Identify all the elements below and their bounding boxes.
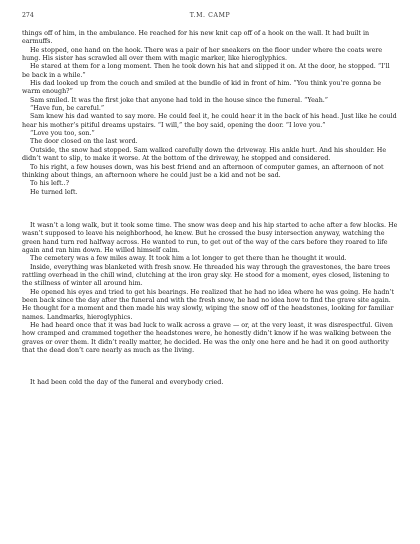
- section-break: [22, 197, 398, 222]
- paragraph: It wasn’t a long walk, but it took some time. The snow was deep and his hip started to ache after a few blocks. He wasn’t supposed to leave his neighborhood, he knew. But he crossed the busy intersection anyway, watching the green hand turn red halfway across. He wanted to run, to get out of the way of the cars before they roared to life again and ran him down. He willed himself calm.: [22, 221, 398, 254]
- paragraph: Sam smiled. It was the first joke that anyone had told in the house since the funeral. “Yeah.”: [30, 96, 329, 104]
- section-break: [22, 355, 398, 379]
- running-head: T.M. CAMP: [189, 12, 231, 19]
- page-header: [22, 12, 398, 24]
- page-body: [22, 30, 398, 388]
- paragraph: He turned left.: [30, 188, 78, 196]
- section-2: [22, 222, 398, 356]
- paragraph: The door closed on the last word.: [30, 138, 138, 146]
- paragraph: To his right, a few houses down, was his best friend and an afternoon of computer games, an afternoon of not thinking about things, an afternoon where he could just be a kid and not be sad.: [22, 163, 384, 179]
- paragraph: Outside, the snow had stopped. Sam walked carefully down the driveway. His ankle hurt. And his shoulder. He didn’t want to slip, to make it worse. At the bottom of the driveway, he stopped and considered.: [22, 146, 387, 163]
- paragraph: To his left..?: [30, 180, 70, 188]
- paragraph: Sam knew his dad wanted to say more. He could feel it, he could hear it in the back of his head. Just like he could hear his mother’s pitiful dreams upstairs. “I will,” the boy said, opening the door. “I love you.”: [22, 113, 397, 129]
- paragraph: “Have fun, be careful.”: [30, 105, 105, 113]
- paragraph: He opened his eyes and tried to get his bearings. He realized that he had no idea where he was going. He hadn’t been back since the day after the funeral and with the fresh snow, he had no idea how to find the grave site again. He thought for a moment and then made his way slowly, wiping the snow off of the headstones, looking for familiar names. Landmarks, hieroglyphics.: [22, 288, 395, 321]
- paragraph: things off of him, in the ambulance. He reached for his new knit cap off of a hook on the wall. It had built in earmuffs.: [22, 30, 370, 46]
- paragraph: Inside, everything was blanketed with fresh snow. He threaded his way through the gravestones, the bare trees rattling overhead in the chill wind, clutching at the iron gray sky. He stood for a moment, eyes closed, listening to the stillness of winter all around him.: [22, 263, 391, 288]
- page-number: 274: [22, 12, 34, 19]
- paragraph: The cemetery was a few miles away. It took him a lot longer to get there than he thought it would.: [30, 255, 347, 263]
- paragraph: It had been cold the day of the funeral and everybody cried.: [30, 379, 224, 387]
- paragraph: He had heard once that it was bad luck to walk across a grave — or, at the very least, it was disrespectful. Given how cramped and crammed together the headstones were, he honestly didn’t know if he was walking between the graves or over them. It didn’t really matter, he decided. He was the only one here and he had it on good authority that the dead don’t care nearly as much as the living.: [22, 322, 394, 355]
- paragraph: “Love you too, son.”: [30, 130, 95, 138]
- paragraph: His dad looked up from the couch and smiled at the bundle of kid in front of him. “You think you’re gonna be warm enough?”: [22, 80, 381, 96]
- paragraph: He stopped, one hand on the hook. There was a pair of her sneakers on the floor under where the coats were hung. His sister has scrawled all over them with magic marker, like hieroglyphics.: [22, 46, 383, 63]
- section-1: [22, 30, 398, 197]
- section-3: [22, 379, 398, 387]
- paragraph: He stared at them for a long moment. Then he took down his hat and slipped it on. At the door, he stopped. “I’ll be back in a while.”: [22, 63, 390, 79]
